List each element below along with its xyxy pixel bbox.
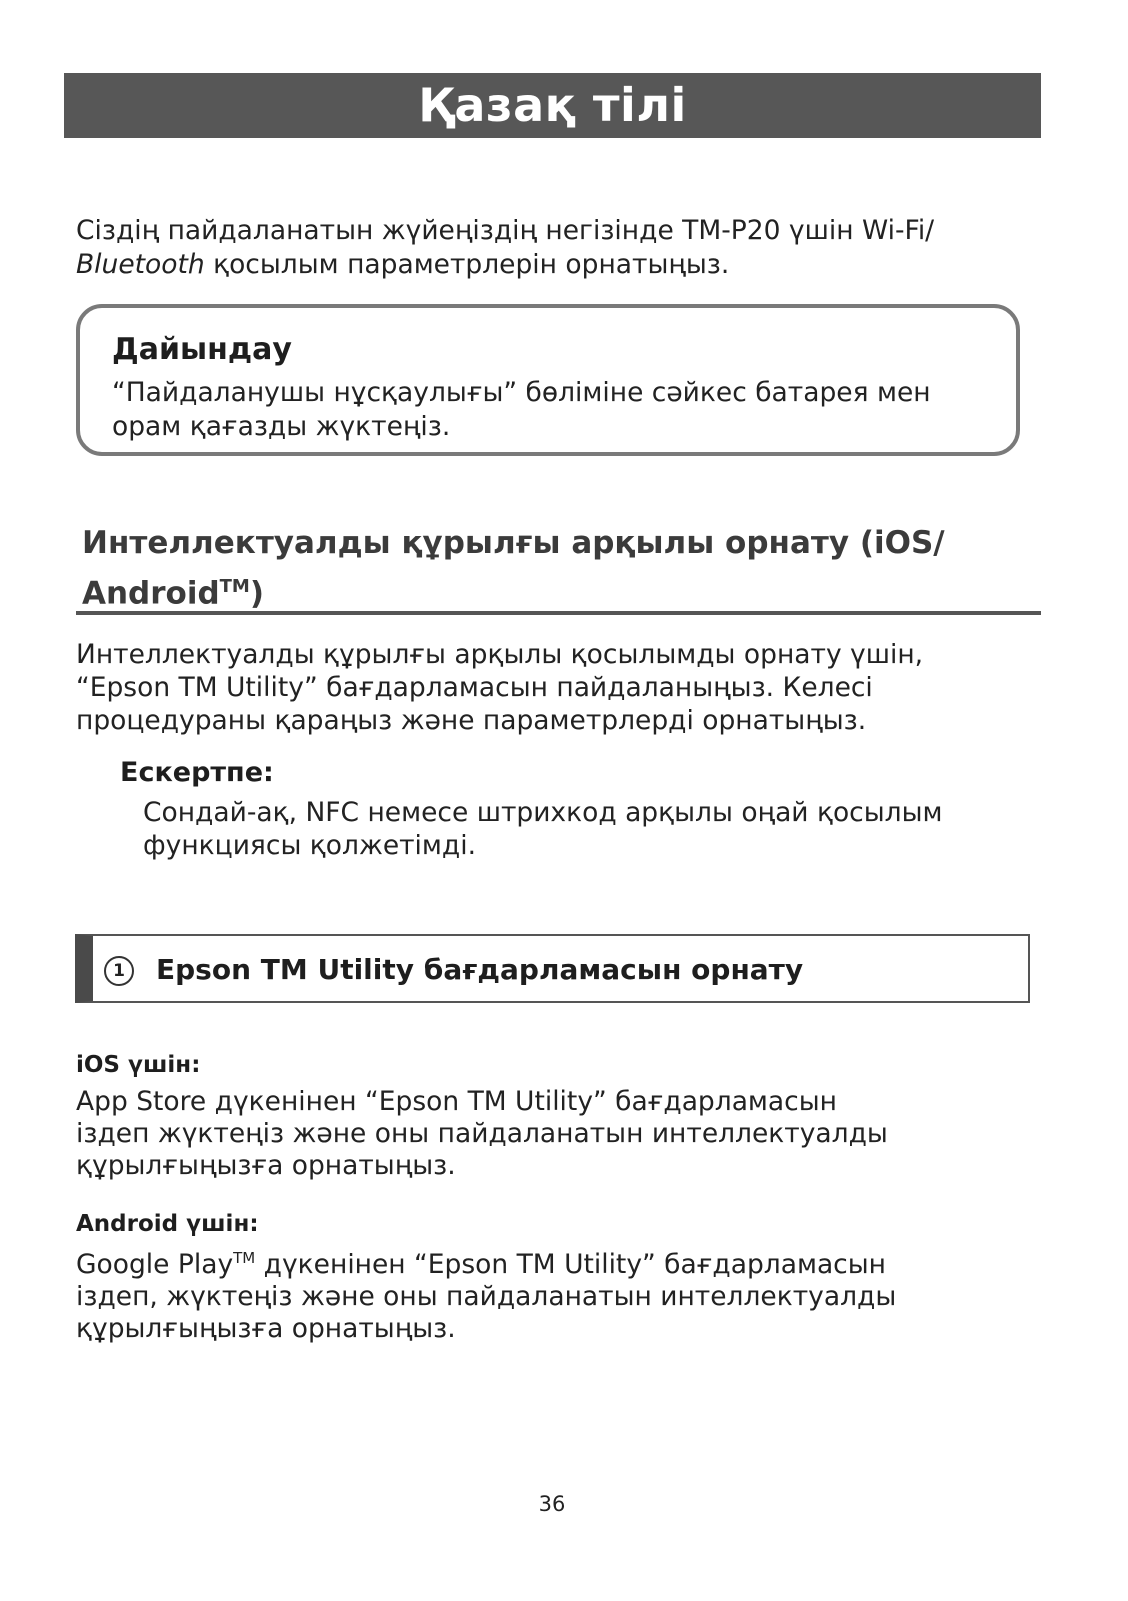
android-line-3: құрылғыңызға орнатыңыз. xyxy=(76,1312,456,1344)
section-body-line-2: “Epson TM Utility” бағдарламасын пайдаланыңыз. Келесі xyxy=(76,672,873,703)
preparation-box xyxy=(76,304,1020,456)
section-heading xyxy=(82,522,1022,615)
step-title: Epson TM Utility бағдарламасын орнату xyxy=(156,953,804,986)
ios-line-1: App Store дүкенінен “Epson TM Utility” бағдарламасын xyxy=(76,1086,837,1117)
preparation-title: Дайындау xyxy=(112,332,292,367)
note-title: Ескертпе: xyxy=(120,757,274,788)
note-text xyxy=(143,796,1023,862)
preparation-line-2: орам қағазды жүктеңіз. xyxy=(112,411,451,442)
ios-line-2: іздеп жүктеңіз және оны пайдаланатын интеллектуалды xyxy=(76,1118,888,1149)
preparation-text xyxy=(112,376,1016,444)
ios-line-3: құрылғыңызға орнатыңыз. xyxy=(76,1150,456,1181)
intro-paragraph xyxy=(76,214,1036,282)
ios-text xyxy=(76,1086,1036,1182)
intro-text-part2: қосылым параметрлерін орнатыңыз. xyxy=(204,249,730,280)
intro-text-part1: Сіздің пайдаланатын жүйеңіздің негізінде TM-P20 үшін Wi-Fi/ xyxy=(76,215,935,246)
section-heading-line-2: Android xyxy=(82,575,220,612)
trademark-mark: TM xyxy=(233,1249,256,1267)
section-heading-close: ) xyxy=(249,575,265,612)
section-body-line-1: Интеллектуалды құрылғы арқылы қосылымды орнату үшін, xyxy=(76,639,924,670)
note-line-1: Сондай-ақ, NFC немесе штрихкод арқылы оңай қосылым xyxy=(143,797,943,828)
section-heading-line-1: Интеллектуалды құрылғы арқылы орнату (iOS/ xyxy=(82,525,945,561)
section-body xyxy=(76,638,1036,737)
section-divider xyxy=(76,611,1041,615)
android-line-2: іздеп, жүктеңіз және оны пайдаланатын интеллектуалды xyxy=(76,1280,897,1312)
step-number-circle: 1 xyxy=(104,956,134,986)
section-body-line-3: процедураны қараңыз және параметрлерді орнатыңыз. xyxy=(76,705,867,736)
android-text xyxy=(76,1242,1036,1345)
android-line-1-post: дүкенінен “Epson TM Utility” бағдарламасын xyxy=(255,1248,886,1280)
intro-text-italic: Bluetooth xyxy=(76,249,205,280)
preparation-line-1: “Пайдаланушы нұсқаулығы” бөліміне сәйкес батарея мен xyxy=(112,377,931,408)
trademark-mark: TM xyxy=(219,576,250,597)
language-title: Қазақ тілі xyxy=(418,78,687,132)
ios-title: iOS үшін: xyxy=(76,1052,201,1078)
page-number: 36 xyxy=(538,1492,566,1516)
language-banner xyxy=(64,73,1041,138)
note-line-2: функциясы қолжетімді. xyxy=(143,830,477,861)
android-title: Android үшін: xyxy=(76,1211,259,1237)
android-line-1-pre: Google Play xyxy=(76,1248,234,1280)
